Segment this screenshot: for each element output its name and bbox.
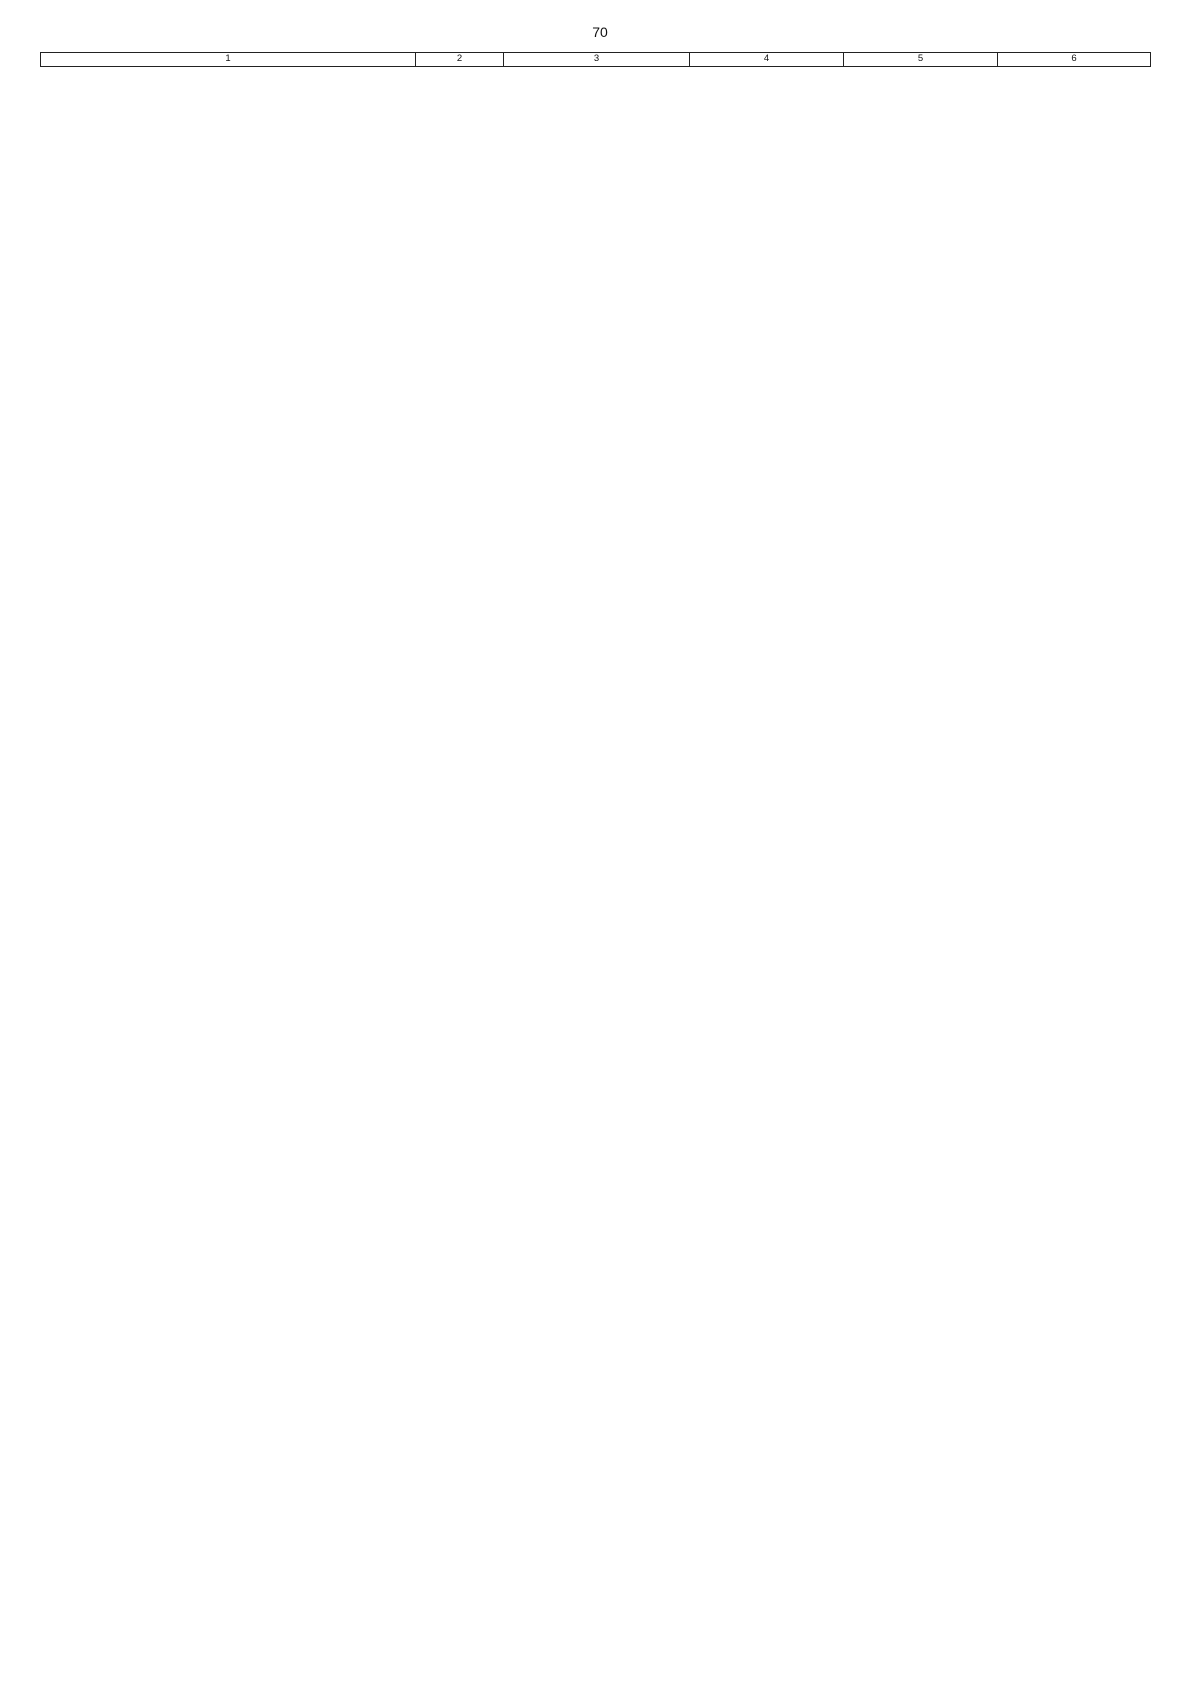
column-number: 6 xyxy=(998,53,1151,67)
column-number: 4 xyxy=(690,53,844,67)
column-number: 2 xyxy=(416,53,504,67)
column-number: 3 xyxy=(504,53,690,67)
budget-table xyxy=(40,52,1151,67)
column-number: 1 xyxy=(41,53,416,67)
column-number-row xyxy=(41,53,1151,67)
page-number: 70 xyxy=(592,24,608,40)
column-number: 5 xyxy=(844,53,998,67)
